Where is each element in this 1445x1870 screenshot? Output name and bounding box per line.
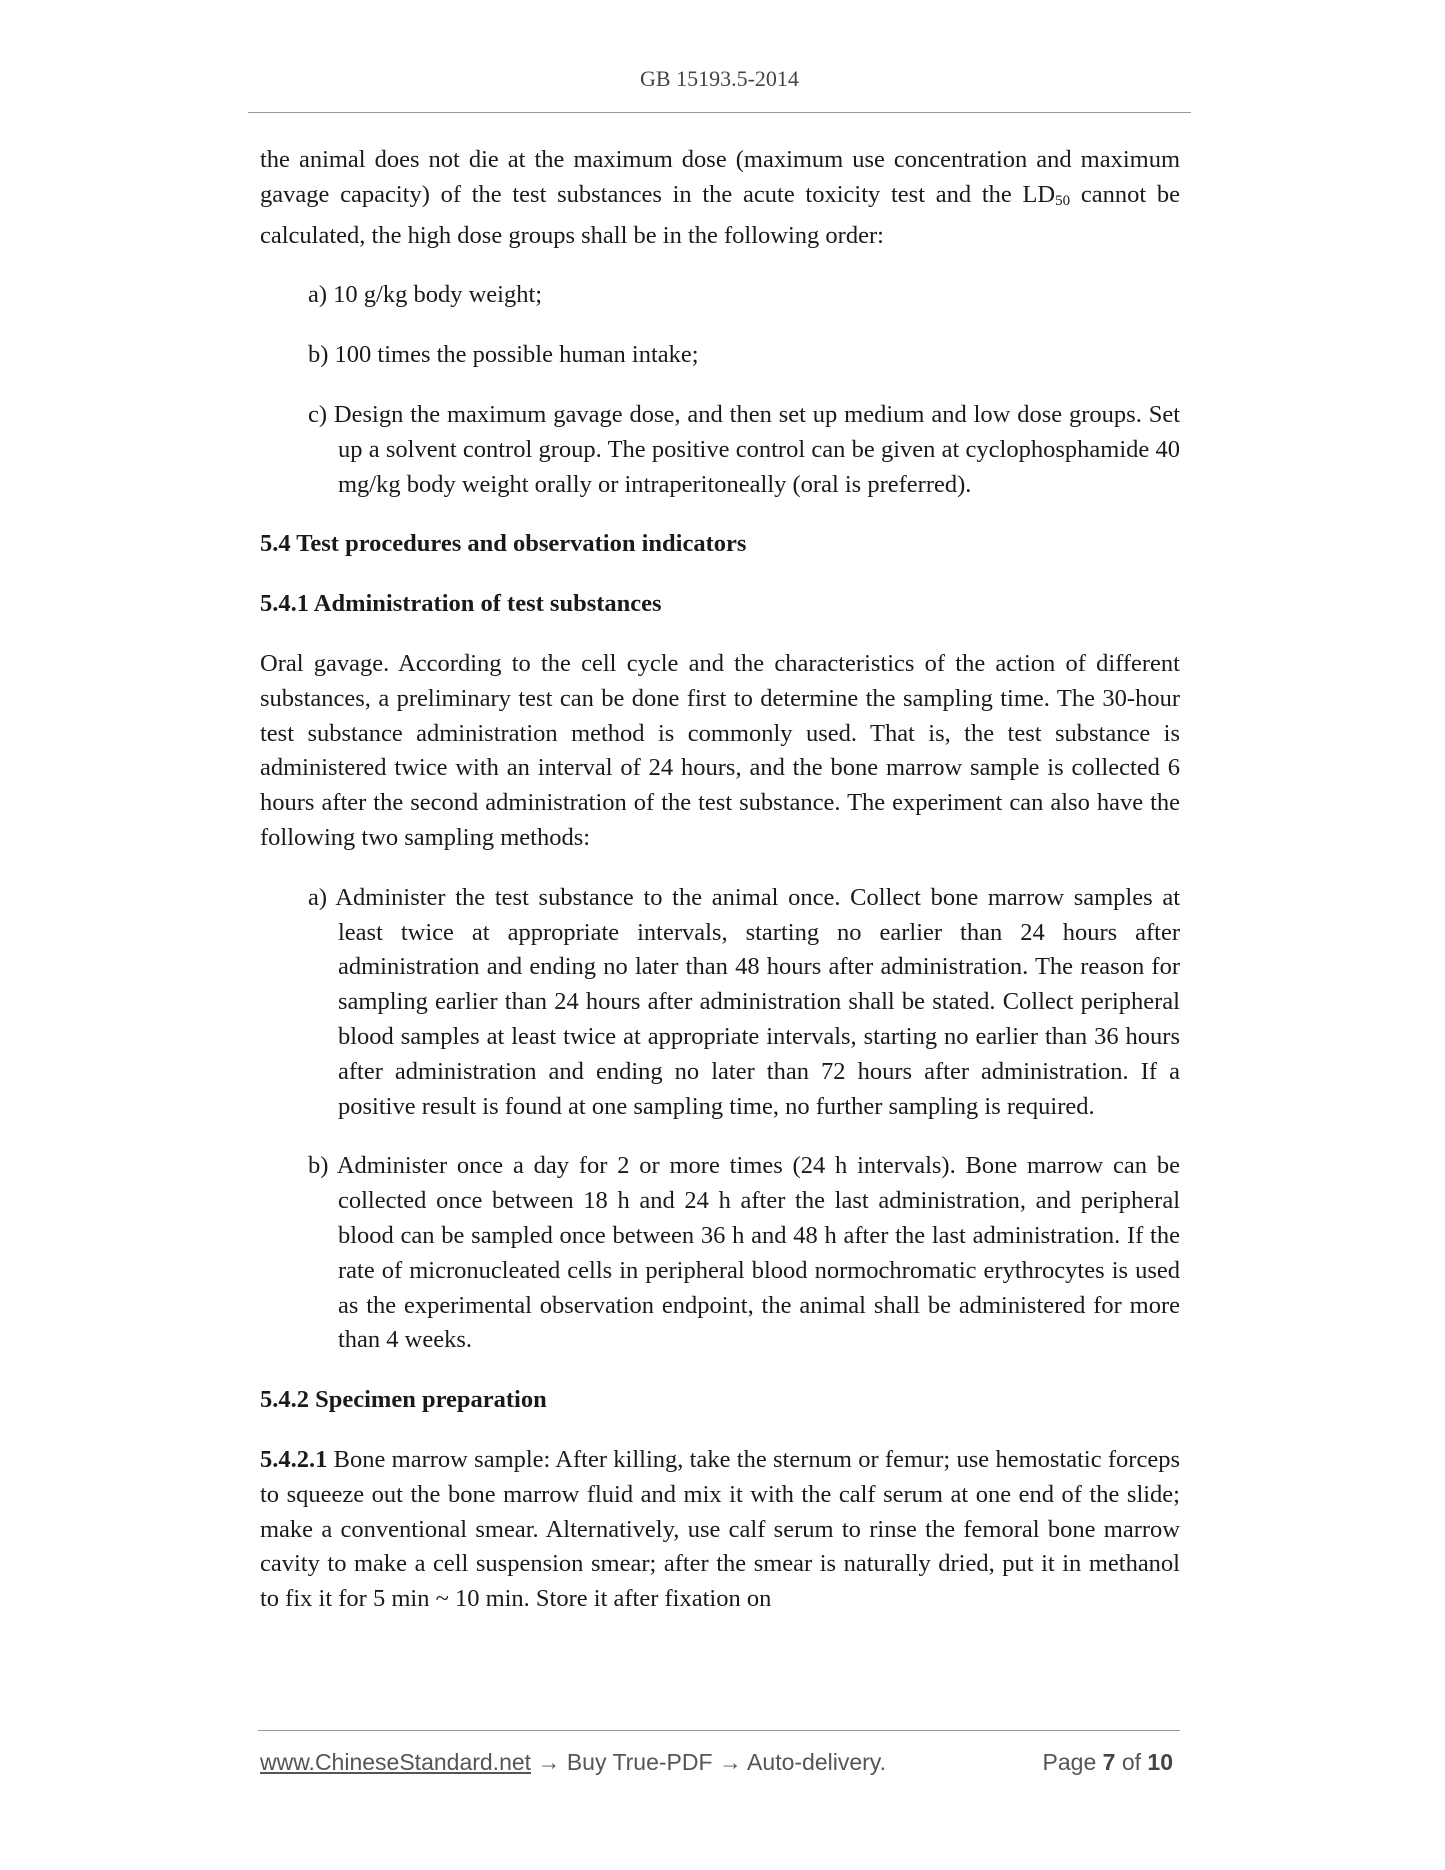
page-header (248, 66, 1191, 92)
document-code: GB 15193.5-2014 (640, 66, 799, 91)
administration-paragraph: Oral gavage. According to the cell cycle and the characteristics of the action of different substances, a preliminary test can be done first to determine the sampling time. The 30-hour test substance administration method is commonly used. That is, the test substance is administered twice with an interval of 24 hours, and the bone marrow sample is collected 6 hours after the second administration of the test substance. The experiment can also have the following two sampling methods: (260, 649, 1180, 851)
intro-text-1: the animal does not die at the maximum dose (maximum use concentration and maximum gavage capacity) of the test substances in the acute toxicity test and the LD (260, 146, 1180, 208)
page-content (260, 143, 1180, 1642)
footer-tagline: → Buy True-PDF → Auto-delivery. (531, 1749, 886, 1775)
dose-item-b: b) 100 times the possible human intake; (308, 341, 699, 369)
section-heading-5-4: 5.4 Test procedures and observation indicators (260, 530, 747, 558)
bone-marrow-text: Bone marrow sample: After killing, take the sternum or femur; use hemostatic forceps to squeeze out the bone marrow fluid and mix it with the calf serum at one end of the slide; make a conventional smear. Alternatively, use calf serum to rinse the femoral bone marrow cavity to make a cell suspension smear; after the smear is naturally dried, put it in methanol to fix it for 5 min ~ 10 min. Store it after fixation on (260, 1445, 1180, 1613)
sampling-item-a: a) Administer the test substance to the animal once. Collect bone marrow samples at least twice at appropriate intervals, starting no earlier than 24 hours after administration and ending no later than 48 hours after administration. The reason for sampling earlier than 24 hours after administration shall be stated. Collect peripheral blood samples at least twice at appropriate intervals, starting no earlier than 36 hours after administration and ending no later than 72 hours after administration. If a positive result is found at one sampling time, no further sampling is required. (308, 883, 1180, 1120)
header-divider (248, 112, 1191, 113)
intro-text-2: cannot be calculated, the high dose groups shall be in the following order: (260, 180, 1180, 249)
of-label: of (1121, 1749, 1142, 1775)
dose-item-c: c) Design the maximum gavage dose, and then set up medium and low dose groups. Set up a solvent control group. The positive control can be given at cyclophosphamide 40 mg/kg body weight orally or intraperitoneally (oral is preferred). (308, 400, 1180, 498)
page-indicator (1043, 1749, 1173, 1776)
dose-item-a: a) 10 g/kg body weight; (308, 281, 543, 309)
ld-subscript: 50 (1055, 192, 1071, 209)
section-heading-5-4-2: 5.4.2 Specimen preparation (260, 1386, 547, 1414)
website-link[interactable]: www.ChineseStandard.net (260, 1749, 532, 1775)
page-number: 7 (1102, 1749, 1116, 1775)
page-label: Page (1042, 1749, 1097, 1775)
clause-number: 5.4.2.1 (260, 1445, 328, 1473)
page-footer (260, 1749, 1182, 1776)
intro-paragraph (260, 143, 1180, 253)
sampling-item-b: b) Administer once a day for 2 or more times (24 h intervals). Bone marrow can be collected once between 18 h and 24 h after the last administration, and peripheral blood can be sampled once between 36 h and 48 h after the last administration. If the rate of micronucleated cells in peripheral blood normochromatic erythrocytes is used as the experimental observation endpoint, the animal shall be administered for more than 4 weeks. (308, 1152, 1180, 1354)
bone-marrow-paragraph (260, 1443, 1180, 1617)
footer-divider (258, 1730, 1180, 1731)
section-heading-5-4-1: 5.4.1 Administration of test substances (260, 590, 662, 618)
page-total: 10 (1147, 1749, 1173, 1775)
